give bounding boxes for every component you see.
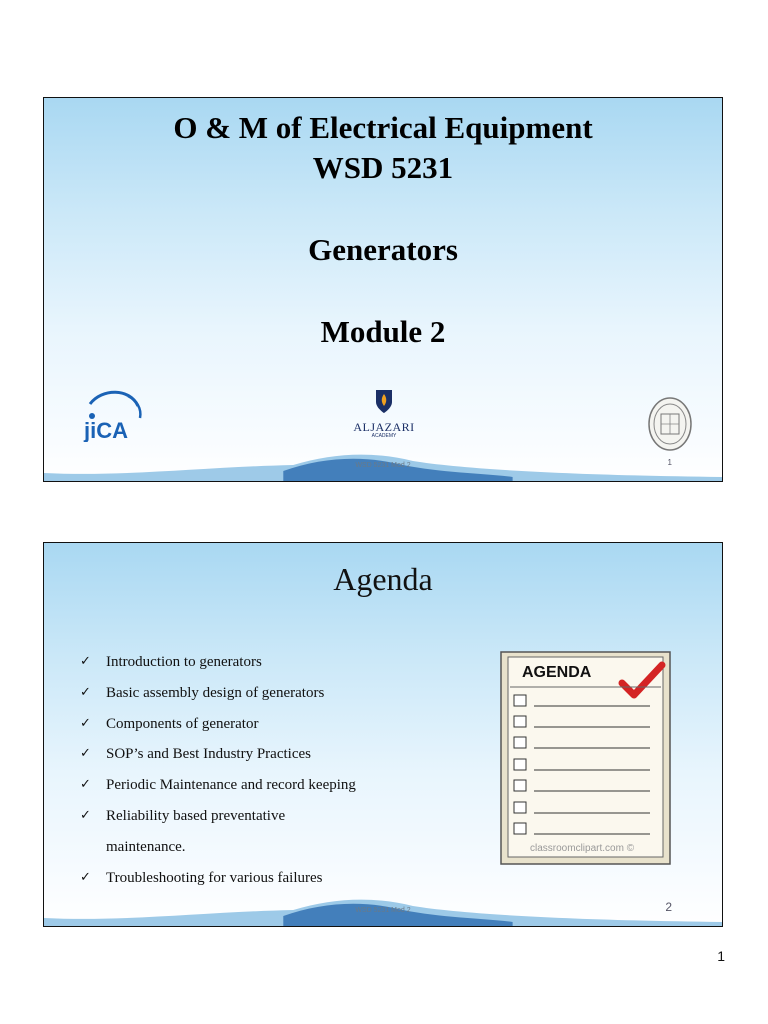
list-item-text: Basic assembly design of generators <box>106 684 325 701</box>
list-item <box>80 678 460 709</box>
list-item-text: Periodic Maintenance and record keeping <box>106 777 356 794</box>
list-item <box>80 801 460 832</box>
clipart-credit: classroomclipart.com © <box>530 843 635 854</box>
university-seal-icon <box>647 396 693 452</box>
list-item <box>80 863 460 894</box>
checkmark-icon: ✓ <box>80 807 91 823</box>
checkmark-icon: ✓ <box>80 746 91 762</box>
slide-page-number: 2 <box>665 900 672 914</box>
agenda-clipart <box>500 651 671 865</box>
slide-title-line1: O & M of Electrical Equipment <box>173 110 593 145</box>
slide-module: Module 2 <box>320 314 446 349</box>
list-item <box>80 647 460 678</box>
agenda-list <box>80 647 460 893</box>
checkmark-icon: ✓ <box>80 777 91 793</box>
slide-page-number: 1 <box>667 458 672 467</box>
list-item-text: Introduction to generators <box>106 654 262 670</box>
aljazari-shield-icon <box>374 388 394 414</box>
slide-title: Agenda <box>333 561 433 597</box>
aljazari-logo-subtext: ACADEMY <box>371 433 397 439</box>
aljazari-logo <box>349 388 419 448</box>
checkmark-icon: ✓ <box>80 684 91 700</box>
jica-logo <box>80 386 146 442</box>
slide-footer: WSD 5231 Mod 2 <box>355 462 411 469</box>
checkmark-icon: ✓ <box>80 654 91 669</box>
slide-1 <box>43 97 723 482</box>
jica-logo-text: jiCA <box>84 418 128 442</box>
slide-title-line2: WSD 5231 <box>312 150 454 185</box>
list-item-text: Reliability based preventative <box>106 807 286 824</box>
list-item <box>80 739 460 770</box>
list-item <box>80 770 460 801</box>
aljazari-logo-text: ALJAZARI <box>353 420 415 434</box>
checkmark-icon: ✓ <box>80 715 91 731</box>
list-item <box>80 709 460 740</box>
clipart-heading: AGENDA <box>522 664 592 681</box>
document-page-number: 1 <box>717 948 725 964</box>
list-item-text: SOP’s and Best Industry Practices <box>106 746 311 763</box>
list-item-text: Troubleshooting for various failures <box>106 869 323 886</box>
list-item-continuation: maintenance. <box>106 838 186 855</box>
slide-subtitle: Generators <box>308 232 458 267</box>
slide-2 <box>43 542 723 927</box>
slide-footer: WSD 5231 Mod 2 <box>355 907 411 914</box>
checkmark-icon: ✓ <box>80 869 91 885</box>
list-item-text: Components of generator <box>106 715 259 732</box>
